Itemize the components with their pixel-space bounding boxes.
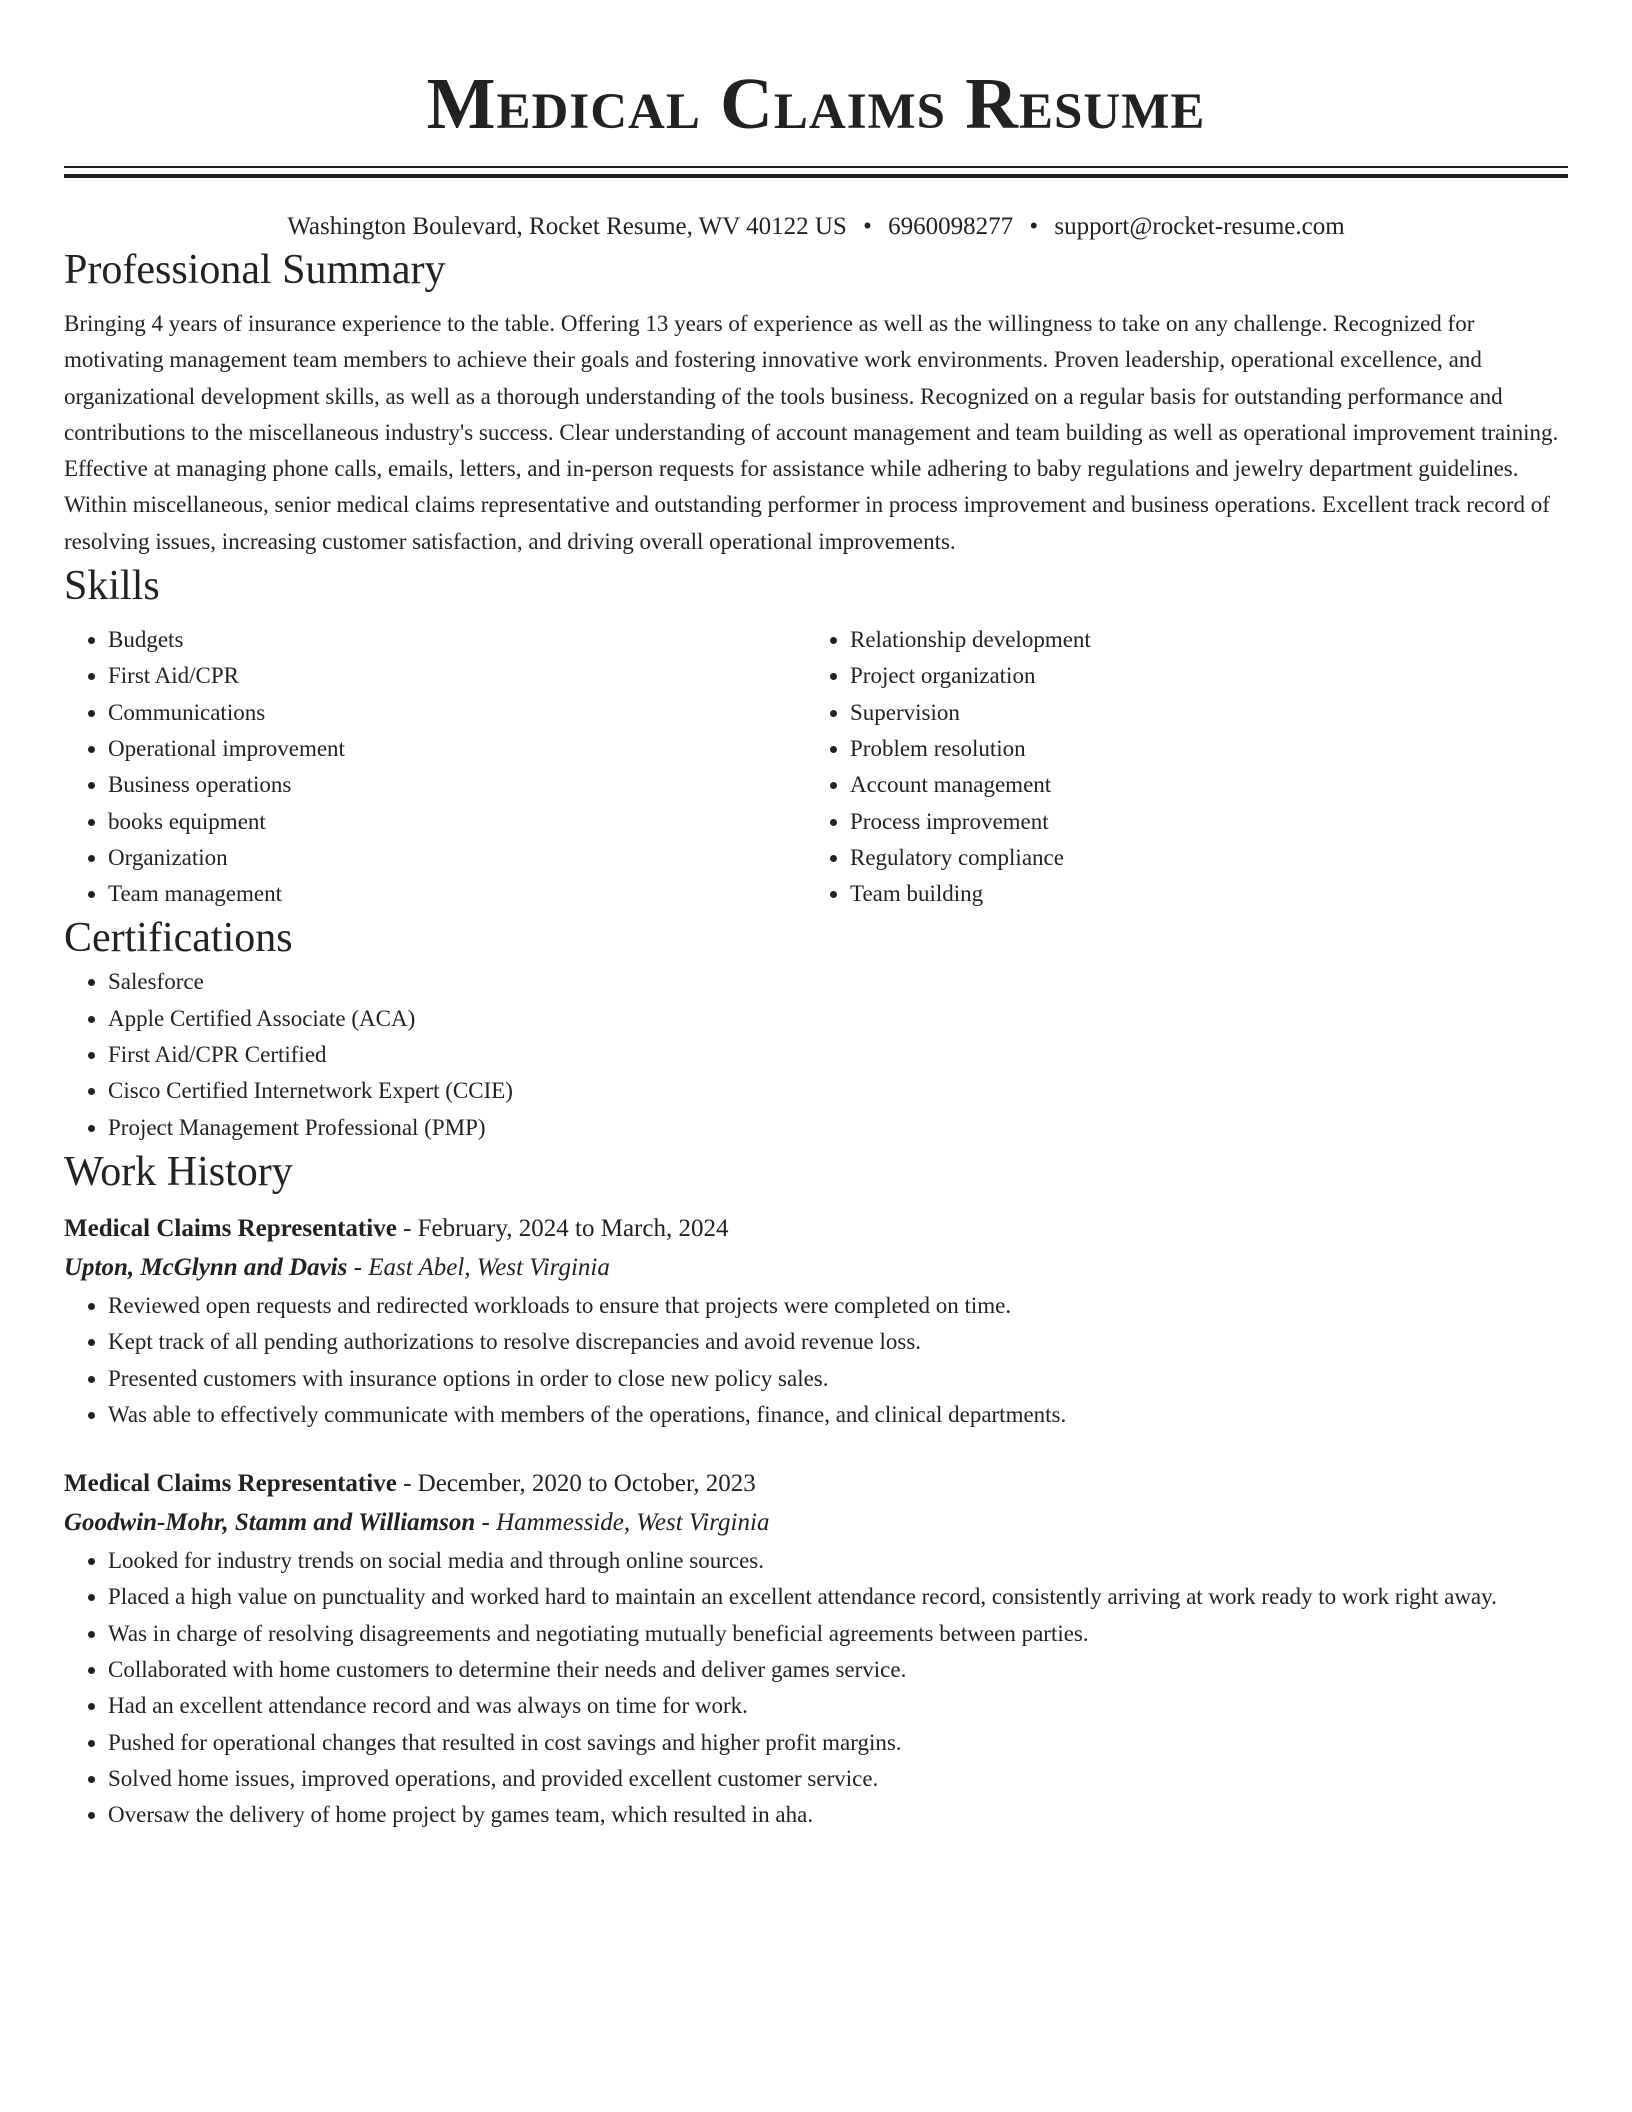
- job-title-line: [64, 1210, 1568, 1248]
- contact-phone: 6960098277: [888, 213, 1014, 240]
- certification-item: • First Aid/CPR Certified: [108, 1037, 1568, 1073]
- resume-title: Medical Claims Resume: [426, 63, 1206, 144]
- contact-email: support@rocket-resume.com: [1054, 213, 1345, 240]
- skill-item: • Business operations: [108, 767, 806, 803]
- skills-list-left: [64, 622, 806, 912]
- certifications-list: [64, 964, 1568, 1145]
- job-bullet: • Had an excellent attendance record and was always on time for work.: [108, 1688, 1568, 1724]
- job-company: Goodwin-Mohr, Stamm and Williamson: [64, 1509, 476, 1537]
- skill-item: • Budgets: [108, 622, 806, 658]
- title-divider-thick: [64, 174, 1568, 178]
- contact-address: Washington Boulevard, Rocket Resume, WV 40122 US: [287, 213, 847, 240]
- job-bullets: [64, 1288, 1568, 1433]
- job-role: Medical Claims Representative: [64, 1214, 397, 1242]
- job-bullet: • Pushed for operational changes that resulted in cost savings and higher profit margins.: [108, 1725, 1568, 1761]
- summary-heading: Professional Summary: [64, 247, 446, 293]
- job-dates-dash: -: [403, 1214, 418, 1242]
- certification-item: • Project Management Professional (PMP): [108, 1110, 1568, 1146]
- skill-item: • Communications: [108, 695, 806, 731]
- skill-item: • Regulatory compliance: [850, 840, 1550, 876]
- contact-separator: •: [863, 213, 872, 240]
- job-bullets: [64, 1543, 1568, 1833]
- skill-item: • Organization: [108, 840, 806, 876]
- job-entry: [64, 1210, 1568, 1433]
- job-location-dash: -: [481, 1509, 497, 1537]
- job-bullet: • Looked for industry trends on social media and through online sources.: [108, 1543, 1568, 1579]
- summary-text: Bringing 4 years of insurance experience to the table. Offering 13 years of experience as well as the willingness to take on any challenge. Recognized for motivating management team members to achieve their goals and fostering innovative work environments. Proven leadership, operational excellence, and organizational development skills, as well as a thorough understanding of the tools business. Recognized on a regular basis for outstanding performance and contributions to the miscellaneous industry's success. Clear understanding of account management and team building as well as operational improvement training. Effective at managing phone calls, emails, letters, and in-person requests for assistance while adhering to baby regulations and jewelry department guidelines. Within miscellaneous, senior medical claims representative and outstanding performer in process improvement and business operations. Excellent track record of resolving issues, increasing customer satisfaction, and driving overall operational improvements.: [64, 311, 1559, 554]
- skills-heading: Skills: [64, 563, 160, 610]
- job-entry: [64, 1465, 1568, 1833]
- job-role: Medical Claims Representative: [64, 1470, 397, 1498]
- skill-item: • Project organization: [850, 658, 1550, 694]
- job-bullet: • Placed a high value on punctuality and worked hard to maintain an excellent attendance record, consistently arriving at work ready to work right away.: [108, 1579, 1568, 1615]
- job-company-line: [64, 1248, 1568, 1288]
- certifications-heading: Certifications: [64, 915, 293, 962]
- skill-item: • Supervision: [850, 695, 1550, 731]
- job-location: Hammesside, West Virginia: [496, 1509, 770, 1537]
- title-divider-thin: [64, 166, 1568, 168]
- job-dates-dash: -: [403, 1470, 418, 1498]
- job-bullet: • Presented customers with insurance options in order to close new policy sales.: [108, 1361, 1568, 1397]
- contact-separator: •: [1029, 213, 1039, 240]
- job-bullet: • Solved home issues, improved operations, and provided excellent customer service.: [108, 1761, 1568, 1797]
- skill-item: • Team management: [108, 876, 806, 912]
- skill-item: • Relationship development: [850, 622, 1550, 658]
- job-bullet: • Was in charge of resolving disagreements and negotiating mutually beneficial agreements between parties.: [108, 1616, 1568, 1652]
- certification-item: • Cisco Certified Internetwork Expert (CCIE): [108, 1073, 1568, 1109]
- skill-item: • books equipment: [108, 804, 806, 840]
- resume-page: [64, 0, 1568, 1834]
- skills-list-right: [806, 622, 1550, 912]
- job-bullet: • Was able to effectively communicate with members of the operations, finance, and clinical departments.: [108, 1397, 1568, 1433]
- job-location-dash: -: [353, 1253, 369, 1281]
- skills-columns: [64, 622, 1568, 912]
- job-bullet: • Kept track of all pending authorizations to resolve discrepancies and avoid revenue loss.: [108, 1324, 1568, 1360]
- certification-item: • Salesforce: [108, 964, 1568, 1000]
- job-company-line: [64, 1503, 1568, 1543]
- job-bullet: • Reviewed open requests and redirected workloads to ensure that projects were completed on time.: [108, 1288, 1568, 1324]
- certification-item: • Apple Certified Associate (ACA): [108, 1001, 1568, 1037]
- work-history-heading: Work History: [64, 1148, 293, 1195]
- skill-item: • Operational improvement: [108, 731, 806, 767]
- job-title-line: [64, 1465, 1568, 1503]
- job-dates: December, 2020 to October, 2023: [417, 1470, 756, 1498]
- job-dates: February, 2024 to March, 2024: [417, 1214, 729, 1242]
- skill-item: • Problem resolution: [850, 731, 1550, 767]
- job-company: Upton, McGlynn and Davis: [64, 1253, 348, 1281]
- skill-item: • Account management: [850, 767, 1550, 803]
- job-bullet: • Collaborated with home customers to determine their needs and deliver games service.: [108, 1652, 1568, 1688]
- job-location: East Abel, West Virginia: [368, 1253, 610, 1281]
- skill-item: • Team building: [850, 876, 1550, 912]
- skill-item: • Process improvement: [850, 804, 1550, 840]
- job-bullet: • Oversaw the delivery of home project by games team, which resulted in aha.: [108, 1797, 1568, 1833]
- skill-item: • First Aid/CPR: [108, 658, 806, 694]
- contact-line: [64, 210, 1568, 244]
